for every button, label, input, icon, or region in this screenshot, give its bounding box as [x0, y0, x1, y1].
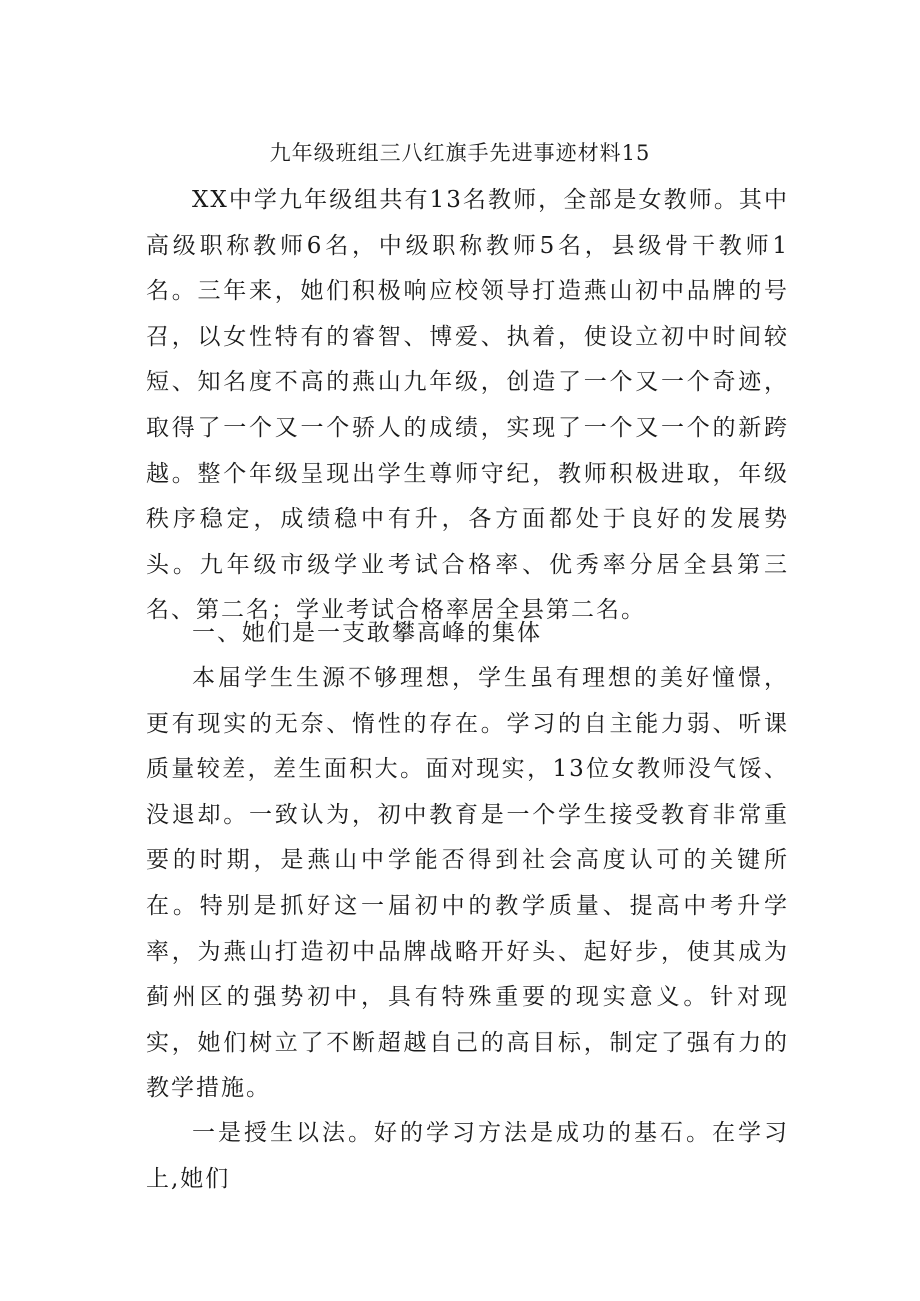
section-heading [146, 611, 789, 657]
paragraph-text: 本届学生生源不够理想，学生虽有理想的美好憧憬，更有现实的无奈、惰性的存在。学习的自主能力弱、听课质量较差，差生面积大。面对现实，13位女教师没气馁、没退却。一致认为，初中教育是一个学生接受教育非常重要的时期，是燕山中学能否得到社会高度认可的关键所在。特别是抓好这一届初中的教学质量、提高中考升学率，为燕山打造初中品牌战略开好头、起好步，使其成为蓟州区的强势初中，具有特殊重要的现实意义。针对现实，她们树立了不断超越自己的高目标，制定了强有力的教学措施。 [146, 665, 789, 1102]
section-heading-text: 一、她们是一支敢攀高峰的集体 [192, 620, 542, 646]
paragraph-text: 一是授生以法。好的学习方法是成功的基石。在学习上,她们 [146, 1120, 789, 1192]
paragraph-methods [146, 1111, 789, 1202]
paragraph-text: XX中学九年级组共有13名教师，全部是女教师。其中高级职称教师6名，中级职称教师5名，县级骨干教师1名。三年来，她们积极响应校领导打造燕山初中品牌的号召，以女性特有的睿智、博爱、执着，使设立初中时间较短、知名度不高的燕山九年级，创造了一个又一个奇迹，取得了一个又一个骄人的成绩，实现了一个又一个的新跨越。整个年级呈现出学生尊师守纪，教师积极进取，年级秩序稳定，成绩稳中有升，各方面都处于良好的发展势头。九年级市级学业考试合格率、优秀率分居全县第三名、第二名；学业考试合格率居全县第二名。 [146, 187, 789, 624]
paragraph-situation [146, 656, 789, 1112]
document-title: 九年级班组三八红旗手先进事迹材料15 [269, 141, 651, 165]
paragraph-intro [146, 178, 789, 634]
